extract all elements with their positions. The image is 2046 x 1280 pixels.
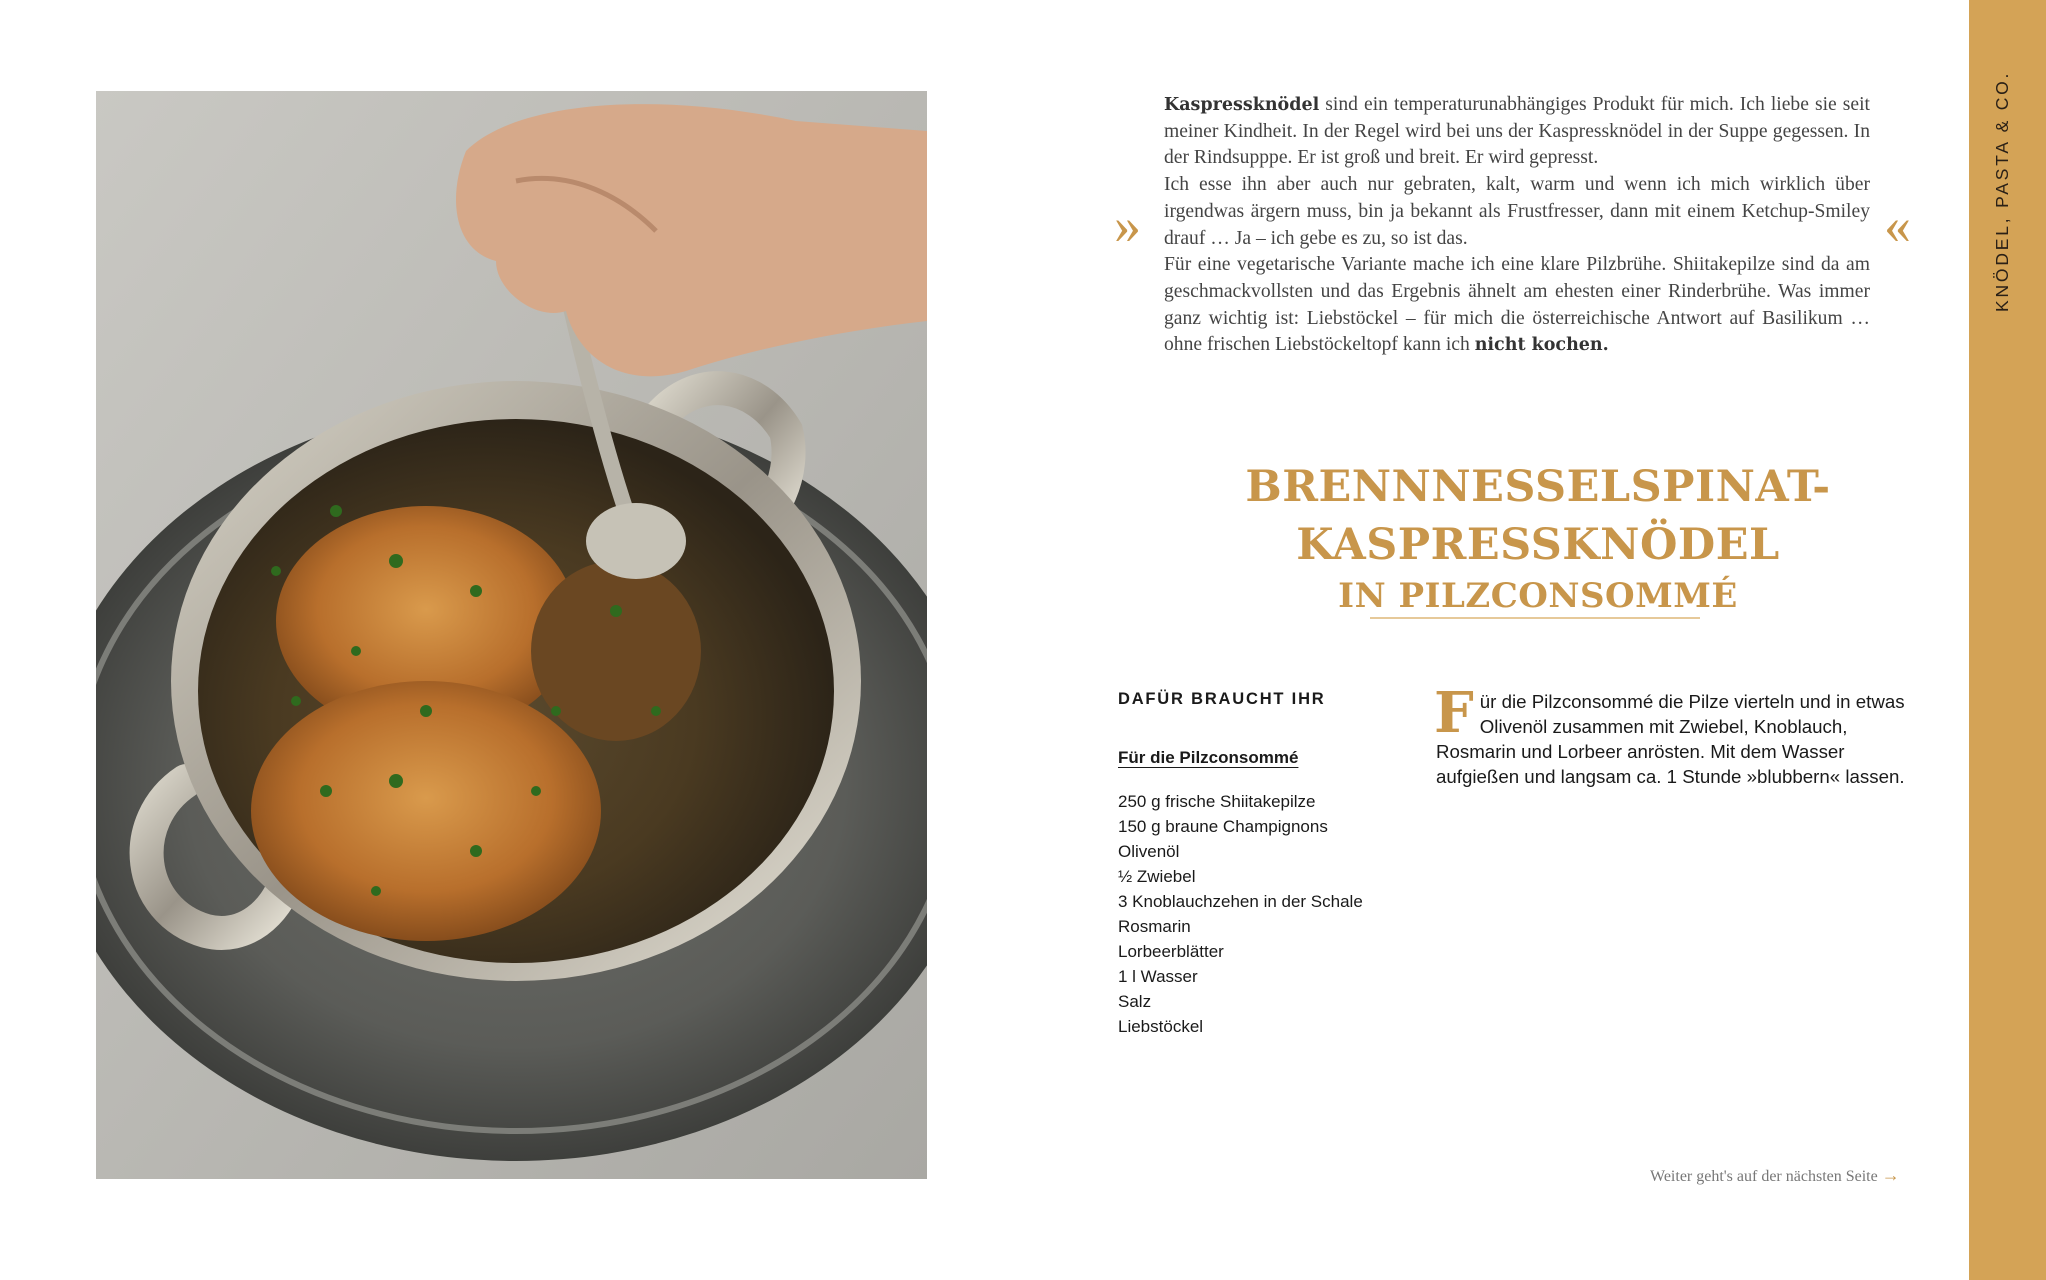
ingredients-heading: DAFÜR BRAUCHT IHR (1118, 690, 1326, 708)
recipe-title-line-2: IN PILZCONSOMMÉ (1338, 576, 1738, 616)
next-page-hint (1650, 1165, 1900, 1186)
ingredient-item: 250 g frische Shiitakepilze (1118, 792, 1316, 811)
quote-open-mark: » (1114, 195, 1141, 255)
ingredient-list (1118, 789, 1363, 1039)
ingredient-item: Salz (1118, 992, 1152, 1011)
ingredient-item: Liebstöckel (1118, 1017, 1204, 1036)
intro-paragraph-2: Ich esse ihn aber auch nur gebraten, kalt, warm und wenn ich mich wirklich über irgendwas ärgern muss, bin ja bekannt als Frustfresser, dann mit einem Ketchup-Smiley drauf … Ja – ich gebe es zu, so ist das. (1164, 174, 1870, 249)
intro-lead-word: Kaspressknödel (1164, 95, 1320, 115)
ingredient-item: 3 Knoblauchzehen in der Schale (1118, 892, 1363, 911)
recipe-photo (96, 91, 927, 1179)
title-divider (1370, 617, 1700, 619)
ingredient-item: 1 l Wasser (1118, 967, 1198, 986)
section-label-text: KNÖDEL, PASTA & CO. (1992, 70, 2012, 312)
ingredient-item: Rosmarin (1118, 917, 1191, 936)
ingredient-item: Olivenöl (1118, 842, 1180, 861)
ingredient-item: Lorbeerblätter (1118, 942, 1224, 961)
method-body: ür die Pilzconsommé die Pilze vierteln und in etwas Olivenöl zusammen mit Zwiebel, Knoblauch, Rosmarin und Lorbeer anrösten. Mit dem Wasser aufgießen und langsam ca. 1 Stunde »blubbern« lassen. (1436, 691, 1905, 787)
method-text (1434, 680, 1924, 789)
ingredient-item: 150 g braune Champignons (1118, 817, 1328, 836)
method-dropcap: F (1434, 680, 1474, 746)
recipe-title (1120, 458, 1956, 618)
intro-text (1164, 92, 1870, 359)
intro-p1-text: sind ein temperaturunabhängiges Produkt für mich. Ich liebe sie seit meiner Kindheit. In der Regel wird bei uns der Kaspressknödel in der Suppe gegessen. In der Rindsupppe. Er ist groß und breit. Er wird gepresst. (1164, 94, 1870, 169)
intro-paragraph-1 (1164, 92, 1870, 172)
food-photo-illustration (96, 91, 927, 1179)
intro-p3-text: Für eine vegetarische Variante mache ich eine klare Pilzbrühe. Shiitakepilze sind da am geschmackvollsten und das Ergebnis ähnelt am ehesten einer Rinderbrühe. Was immer ganz wichtig ist: Liebstöckel – für mich die österreichische Antwort auf Basilikum … ohne frischen Liebstöckeltopf kann ich (1164, 254, 1870, 356)
intro-paragraph-3 (1164, 252, 1870, 359)
ingredients-subheading: Für die Pilzconsommé (1118, 748, 1299, 767)
ingredient-item: ½ Zwiebel (1118, 867, 1196, 886)
next-page-text: Weiter geht's auf der nächsten Seite (1650, 1168, 1878, 1185)
recipe-title-line-1: BRENNNESSELSPINAT-KASPRESSKNÖDEL (1245, 462, 1831, 570)
quote-close-mark: « (1884, 195, 1911, 255)
arrow-right-icon: → (1881, 1165, 1900, 1185)
intro-p3-emphasis: nicht kochen. (1474, 335, 1609, 356)
